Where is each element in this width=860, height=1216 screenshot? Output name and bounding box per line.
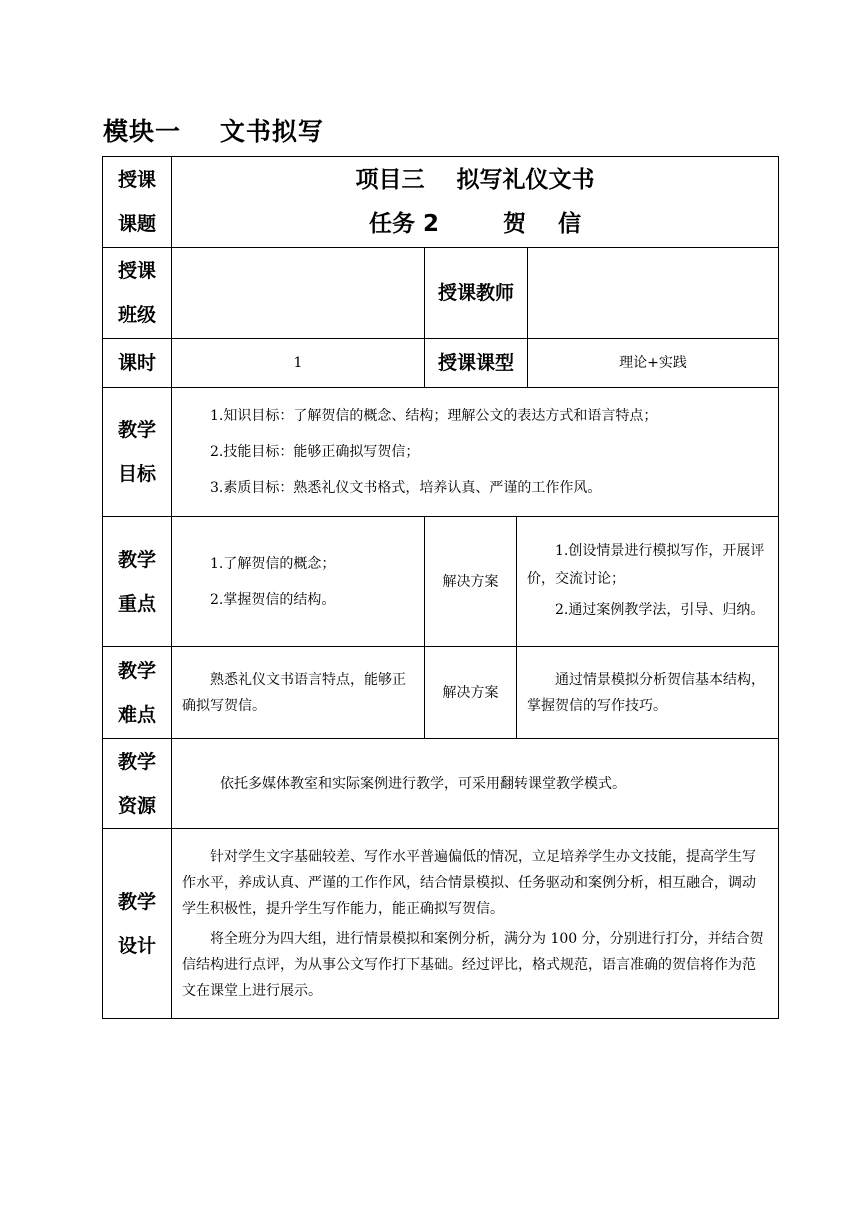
row-resources <box>103 739 779 829</box>
row-topic <box>103 157 779 248</box>
key-points-content <box>172 517 425 647</box>
label-class: 授课 班级 <box>103 248 172 339</box>
row-key-points <box>103 517 779 647</box>
difficulties-solution: 通过情景模拟分析贺信基本结构，掌握贺信的写作技巧。 <box>517 647 779 739</box>
difficulties-content: 熟悉礼仪文书语言特点，能够正确拟写贺信。 <box>172 647 425 739</box>
row-design <box>103 829 779 1019</box>
solution-item: 2.通过案例教学法，引导、归纳。 <box>555 601 765 618</box>
resources-cell: 依托多媒体教室和实际案例进行教学，可采用翻转课堂教学模式。 <box>172 739 779 829</box>
design-paragraph: 将全班分为四大组，进行情景模拟和案例分析，满分为 100 分，分别进行打分，并结合贺信结构进行点评，为从事公文写作打下基础。经过评比，格式规范，语言准确的贺信将作为范文在课堂上进行展示。 <box>182 930 764 999</box>
label-hours: 课时 <box>103 339 172 388</box>
difficulties-solution-label: 解决方案 <box>425 647 517 739</box>
lesson-type-value: 理论+实践 <box>528 339 779 388</box>
task-title: 任务 2 贺 信 <box>368 211 582 237</box>
label-design: 教学 设计 <box>103 829 172 1019</box>
hours-value: 1 <box>172 339 425 388</box>
lesson-plan-table <box>102 156 779 1019</box>
key-points-solution-label: 解决方案 <box>425 517 517 647</box>
row-hours <box>103 339 779 388</box>
module-title: 模块一 文书拟写 <box>103 117 324 146</box>
teacher-value <box>528 248 779 339</box>
label-difficulties: 教学 难点 <box>103 647 172 739</box>
label-objectives: 教学 目标 <box>103 388 172 517</box>
project-title: 项目三 拟写礼仪文书 <box>355 167 595 193</box>
objective-item: 1.知识目标：了解贺信的概念、结构；理解公文的表达方式和语言特点； <box>210 408 658 424</box>
objective-item: 2.技能目标：能够正确拟写贺信； <box>210 444 420 460</box>
label-lesson-type: 授课课型 <box>425 339 528 388</box>
objective-item: 3.素质目标：熟悉礼仪文书格式，培养认真、严谨的工作作风。 <box>210 480 602 496</box>
key-point-item: 2.掌握贺信的结构。 <box>210 591 336 608</box>
label-topic: 授课 课题 <box>103 157 172 248</box>
solution-item: 1.创设情景进行模拟写作，开展评价，交流讨论； <box>527 542 765 587</box>
design-cell <box>172 829 779 1019</box>
class-value <box>172 248 425 339</box>
row-objectives <box>103 388 779 517</box>
objectives-cell <box>172 388 779 517</box>
key-points-solution <box>517 517 779 647</box>
design-paragraph: 针对学生文字基础较差、写作水平普遍偏低的情况，立足培养学生办文技能，提高学生写作水平，养成认真、严谨的工作作风，结合情景模拟、任务驱动和案例分析，相互融合，调动学生积极性，提升学生写作能力，能正确拟写贺信。 <box>182 848 756 917</box>
row-difficulties <box>103 647 779 739</box>
row-class <box>103 248 779 339</box>
label-key-points: 教学 重点 <box>103 517 172 647</box>
key-point-item: 1.了解贺信的概念； <box>210 555 336 572</box>
label-resources: 教学 资源 <box>103 739 172 829</box>
topic-cell <box>172 157 779 248</box>
label-teacher: 授课教师 <box>425 248 528 339</box>
